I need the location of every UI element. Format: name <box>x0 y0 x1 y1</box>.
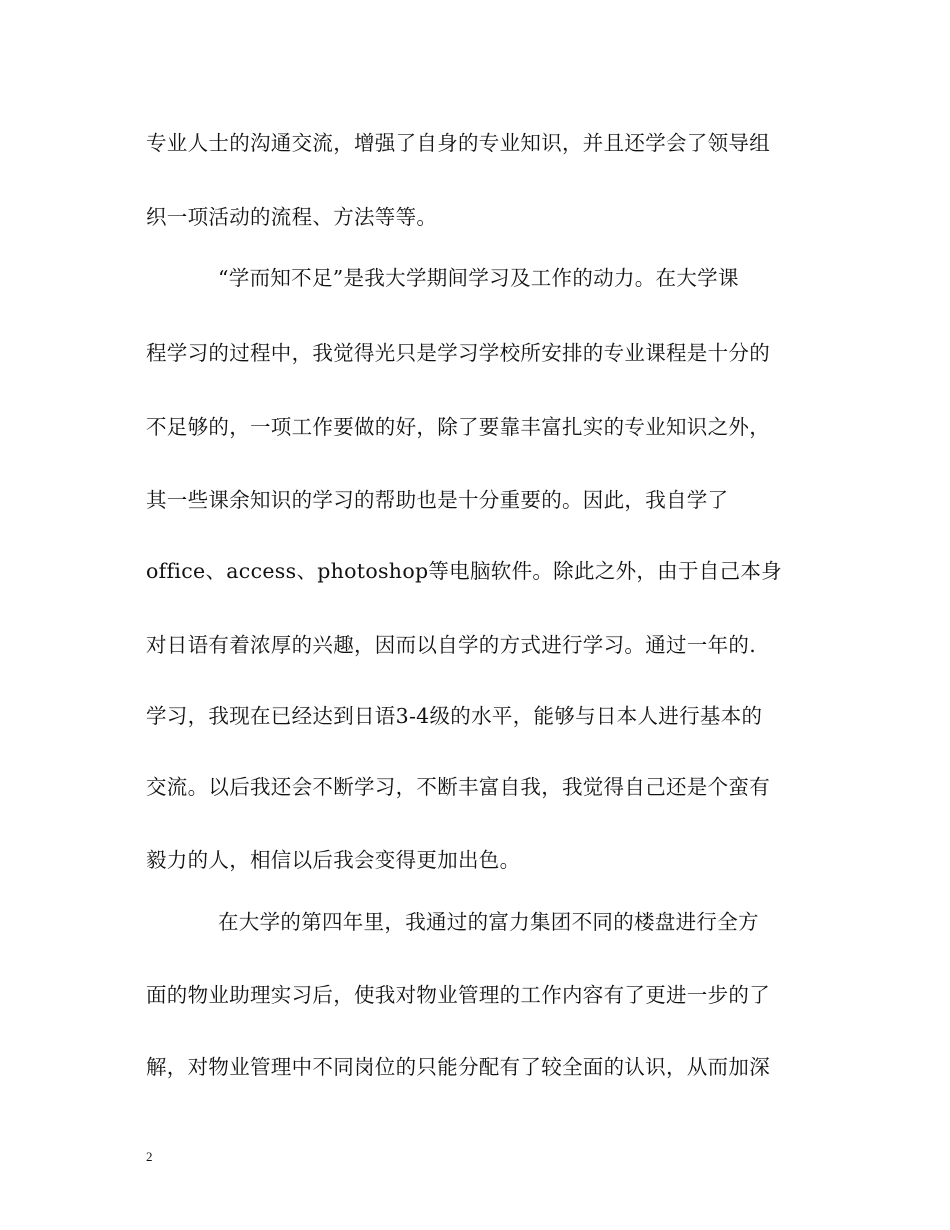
text-line: 解，对物业管理中不同岗位的只能分配有了较全面的认识，从而加深 <box>146 1055 770 1079</box>
text-line: 不足够的，一项工作要做的好，除了要靠丰富扎实的专业知识之外， <box>146 415 770 439</box>
text-line: 织一项活动的流程、方法等等。 <box>146 205 438 229</box>
text-line: 毅力的人，相信以后我会变得更加出色。 <box>146 848 521 872</box>
paragraph-first-line: 在大学的第四年里，我通过的富力集团不同的楼盘进行全方 <box>218 910 759 934</box>
text-line: 程学习的过程中，我觉得光只是学习学校所安排的专业课程是十分的 <box>146 341 770 365</box>
text-line: 面的物业助理实习后，使我对物业管理的工作内容有了更进一步的了 <box>146 983 770 1007</box>
text-line: 对日语有着浓厚的兴趣，因而以自学的方式进行学习。通过一年的. <box>146 633 757 657</box>
text-line: 其一些课余知识的学习的帮助也是十分重要的。因此，我自学了 <box>146 488 729 512</box>
page-number: 2 <box>146 1149 153 1164</box>
text-line: 交流。以后我还会不断学习，不断丰富自我，我觉得自己还是个蛮有 <box>146 775 770 799</box>
text-line: office、access、photoshop等电脑软件。除此之外，由于自己本身 <box>146 559 782 583</box>
text-line: 学习，我现在已经达到日语3-4级的水平，能够与日本人进行基本的 <box>146 704 763 728</box>
text-line: 专业人士的沟通交流，增强了自身的专业知识，并且还学会了领导组 <box>146 131 770 155</box>
paragraph-first-line: “学而知不足”是我大学期间学习及工作的动力。在大学课 <box>218 266 739 290</box>
